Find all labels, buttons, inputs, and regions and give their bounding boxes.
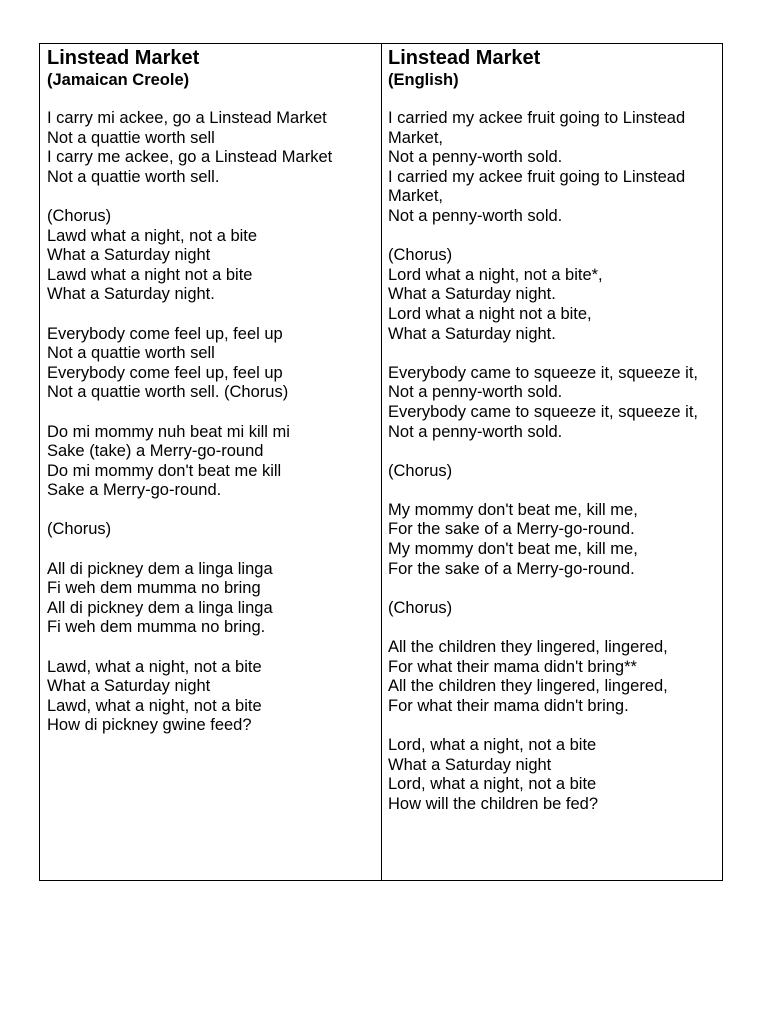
stanza-break <box>388 618 714 638</box>
lyric-line: Lawd, what a night, not a bite <box>47 657 262 676</box>
english-title: Linstead Market <box>388 47 541 69</box>
lyric-line: Lawd what a night, not a bite <box>47 226 258 245</box>
lyric-line: Lord what a night not a bite, <box>388 304 592 323</box>
lyric-line: Everybody came to squeeze it, squeeze it, <box>388 402 699 421</box>
lyric-line: I carry mi ackee, go a Linstead Market <box>47 109 327 127</box>
lyric-line: What a Saturday night. <box>388 285 556 304</box>
lyric-line: (Chorus) <box>388 246 453 265</box>
lyric-line: Not a quattie worth sell <box>47 344 215 363</box>
lyric-line: (Chorus) <box>47 520 112 539</box>
lyric-line: I carried my ackee fruit going to Linstead Market, <box>388 167 686 206</box>
lyric-line: All di pickney dem a linga linga <box>47 598 273 617</box>
lyric-line: Lord what a night, not a bite*, <box>388 265 603 284</box>
lyric-line: What a Saturday night. <box>388 324 556 343</box>
stanza-break <box>388 442 714 462</box>
lyric-line: Not a quattie worth sell. (Chorus) <box>47 383 289 402</box>
lyric-line: Not a quattie worth sell. <box>47 167 220 186</box>
lyric-line: (Chorus) <box>47 206 112 225</box>
lyric-line: Everybody came to squeeze it, squeeze it, <box>388 363 699 382</box>
lyric-line: (Chorus) <box>388 461 453 480</box>
lyric-line: For the sake of a Merry-go-round. <box>388 559 635 578</box>
lyric-line: What a Saturday night <box>388 755 552 774</box>
lyric-line: I carry me ackee, go a Linstead Market <box>47 148 333 167</box>
lyric-line: All the children they lingered, lingered, <box>388 638 668 657</box>
lyric-line: I carried my ackee fruit going to Linstead Market, <box>388 109 686 147</box>
stanza-break <box>388 716 714 736</box>
lyric-line: For what their mama didn't bring. <box>388 696 629 715</box>
creole-subtitle: (Jamaican Creole) <box>47 71 190 89</box>
lyric-line: Do mi mommy don't beat me kill <box>47 461 282 480</box>
lyric-line: Lord, what a night, not a bite <box>388 736 597 754</box>
lyric-line: My mommy don't beat me, kill me, <box>388 500 638 519</box>
lyric-line: Sake (take) a Merry-go-round <box>47 442 264 461</box>
lyric-line: Not a penny-worth sold. <box>388 148 563 167</box>
creole-lyrics <box>47 109 375 736</box>
creole-column <box>40 44 382 880</box>
english-subtitle: (English) <box>388 71 459 89</box>
creole-title: Linstead Market <box>47 47 200 69</box>
lyric-line: Not a penny-worth sold. <box>388 422 563 441</box>
stanza-break <box>388 481 714 501</box>
lyric-line: For the sake of a Merry-go-round. <box>388 520 635 539</box>
lyric-line: Not a penny-worth sold. <box>388 206 563 225</box>
lyric-line: Not a penny-worth sold. <box>388 383 563 402</box>
lyric-line: What a Saturday night <box>47 677 211 696</box>
lyric-line: What a Saturday night. <box>47 285 215 304</box>
lyric-line: Everybody come feel up, feel up <box>47 363 283 382</box>
lyric-line: For what their mama didn't bring** <box>388 657 637 676</box>
stanza-break <box>47 403 375 423</box>
lyric-line: All di pickney dem a linga linga <box>47 559 273 578</box>
lyric-line: What a Saturday night <box>47 246 211 265</box>
lyric-line: Lord, what a night, not a bite <box>388 775 597 794</box>
lyric-line: Do mi mommy nuh beat mi kill mi <box>47 422 290 441</box>
stanza-break <box>388 227 714 247</box>
lyric-line: All the children they lingered, lingered, <box>388 677 668 696</box>
english-lyrics <box>388 109 714 814</box>
lyric-line: (Chorus) <box>388 598 453 617</box>
english-column <box>382 44 722 880</box>
lyric-line: Fi weh dem mumma no bring. <box>47 618 266 637</box>
stanza-break <box>388 579 714 599</box>
lyric-line: Lawd, what a night, not a bite <box>47 696 262 715</box>
stanza-break <box>47 501 375 521</box>
stanza-break <box>47 187 375 207</box>
lyric-line: Fi weh dem mumma no bring <box>47 579 261 598</box>
lyric-line: Everybody come feel up, feel up <box>47 324 283 343</box>
lyric-line: Sake a Merry-go-round. <box>47 481 222 500</box>
lyric-line: How di pickney gwine feed? <box>47 716 252 735</box>
stanza-break <box>47 540 375 560</box>
stanza-break <box>47 305 375 325</box>
lyrics-table <box>39 43 723 881</box>
stanza-break <box>47 638 375 658</box>
stanza-break <box>388 344 714 364</box>
lyric-line: Not a quattie worth sell <box>47 128 215 147</box>
lyric-line: Lawd what a night not a bite <box>47 265 253 284</box>
lyric-line: How will the children be fed? <box>388 794 599 813</box>
lyric-line: My mommy don't beat me, kill me, <box>388 540 638 559</box>
